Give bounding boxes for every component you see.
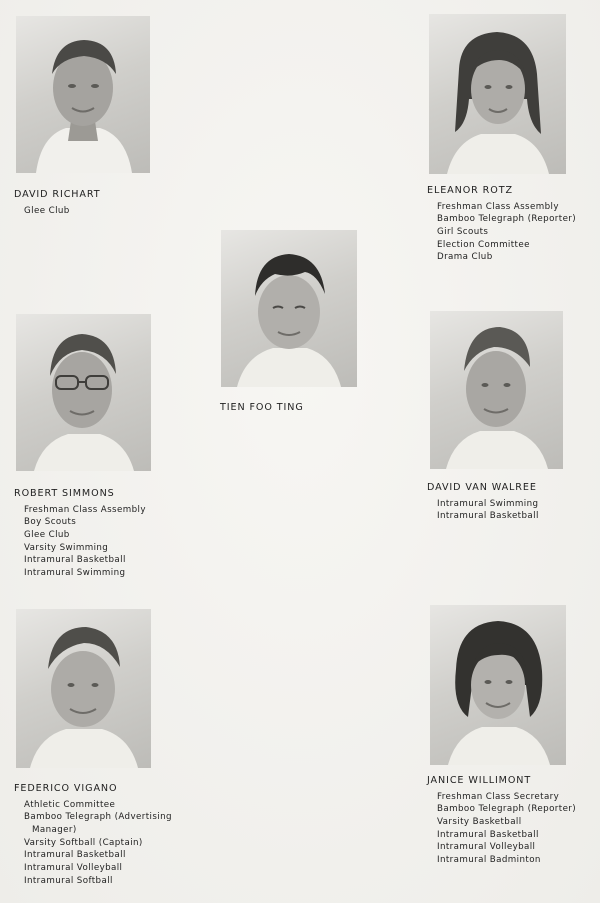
activity-item: Varsity Swimming [24,542,109,553]
activity-item: Intramural Basketball [24,850,126,861]
entry-robert-simmons [14,488,146,580]
activity-list [427,201,576,265]
portrait-david-van-walree [430,311,563,469]
activity-item: Intramural Swimming [437,498,539,509]
activity-list [427,791,576,867]
portrait-janice-willimont [430,605,566,765]
student-name: JANICE WILLIMONT [427,775,532,786]
activity-item: Varsity Softball (Captain) [24,837,143,848]
entry-david-richart [14,189,101,217]
activity-item: Manager) [32,825,77,835]
portrait-robert-simmons [16,314,151,471]
activity-item: Intramural Softball [24,875,113,886]
activity-item: Intramural Volleyball [437,842,536,853]
activity-item: Bamboo Telegraph (Advertising [24,812,172,823]
activity-item: Intramural Basketball [437,829,539,840]
activity-item: Freshman Class Assembly [24,504,146,515]
activity-list [14,504,146,580]
entry-federico-vigano [14,783,172,888]
activity-item: Intramural Basketball [437,511,539,522]
activity-item: Freshman Class Assembly [437,201,559,212]
activity-item: Election Committee [437,239,530,250]
portrait-tien-foo-ting [221,230,357,387]
student-name: ELEANOR ROTZ [427,185,513,196]
activity-item: Boy Scouts [24,517,77,528]
activity-list [14,205,101,218]
activity-item: Glee Club [24,205,70,216]
portrait-eleanor-rotz [429,14,566,174]
activity-item: Girl Scouts [437,227,489,237]
activity-item: Glee Club [24,530,70,540]
activity-list [427,498,539,523]
activity-item: Freshman Class Secretary [437,791,560,802]
activity-item: Intramural Volleyball [24,863,123,874]
activity-item: Varsity Basketball [437,817,522,827]
portrait-federico-vigano [16,609,151,768]
activity-item: Intramural Swimming [24,568,126,579]
activity-item: Drama Club [437,252,493,263]
entry-david-van-walree [427,482,539,523]
entry-tien-foo-ting [220,402,304,415]
portrait-david-richart [16,16,150,173]
activity-item: Bamboo Telegraph (Reporter) [437,804,577,815]
student-name: DAVID VAN WALREE [427,482,537,493]
entry-eleanor-rotz [427,185,576,264]
entry-janice-willimont [427,775,576,867]
activity-item: Bamboo Telegraph (Reporter) [437,214,577,225]
activity-list [14,799,172,888]
student-name: DAVID RICHART [14,189,101,200]
activity-item: Athletic Committee [24,799,116,810]
activity-item: Intramural Badminton [437,855,541,866]
student-name: TIEN FOO TING [220,402,304,413]
student-name: FEDERICO VIGANO [14,783,118,794]
student-name: ROBERT SIMMONS [14,488,115,499]
activity-item: Intramural Basketball [24,555,126,566]
